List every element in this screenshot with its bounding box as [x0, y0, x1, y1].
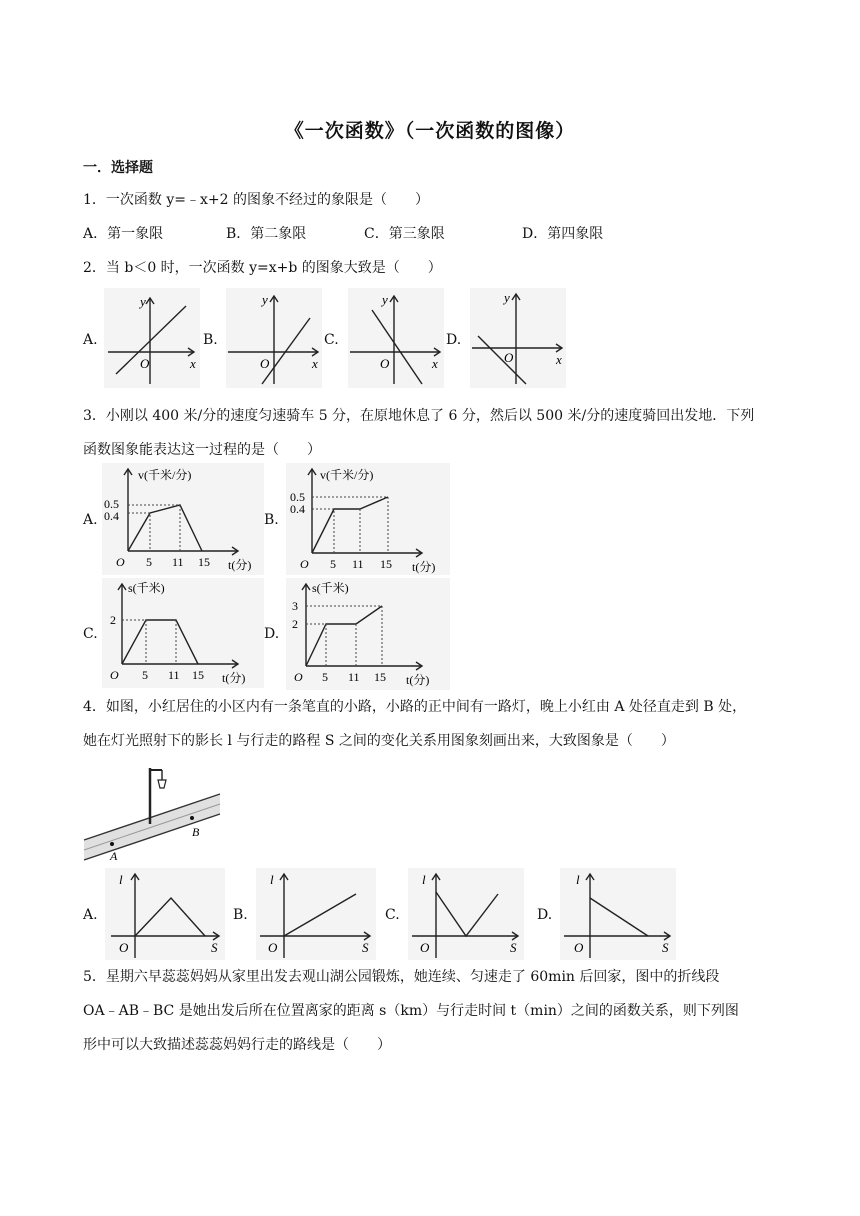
q4-option-c-label[interactable]: C. — [385, 907, 400, 923]
q3d-tick-15: 15 — [374, 670, 386, 684]
q1-option-c[interactable]: C．第三象限 — [364, 226, 445, 242]
q3a-tick-11: 11 — [172, 555, 184, 569]
q3-option-a-label[interactable]: A. — [83, 512, 98, 528]
question-3-line-1: 3．小刚以 400 米/分的速度匀速骑车 5 分，在原地休息了 6 分，然后以 500 米/分的速度骑回出发地．下列 — [83, 408, 755, 424]
question-1-text: 1．一次函数 y=﹣x+2 的图象不经过的象限是（ ） — [83, 192, 429, 208]
q2c-x-label: x — [432, 356, 438, 371]
q2-graph-d[interactable] — [470, 288, 566, 388]
q3d-tick-3: 3 — [292, 599, 298, 613]
q4-option-d-label[interactable]: D. — [537, 907, 553, 923]
q4b-y-label: l — [270, 872, 274, 887]
q2-graph-b[interactable] — [226, 288, 322, 388]
q3a-tick-05: 0.5 — [104, 497, 119, 511]
q2-graph-c[interactable] — [348, 288, 444, 388]
section-heading: 一．选择题 — [83, 160, 153, 176]
q2d-x-label: x — [556, 352, 562, 367]
question-4-line-2: 她在灯光照射下的影长 l 与行走的路程 S 之间的变化关系用图象刻画出来，大致图象是（ ） — [83, 733, 675, 749]
q4a-y-label: l — [119, 872, 123, 887]
question-5-line-1: 5．星期六早蕊蕊妈妈从家里出发去观山湖公园锻炼，她连续、匀速走了 60min 后回家，图中的折线段 — [83, 969, 720, 985]
q2-option-d-label[interactable]: D. — [446, 332, 462, 348]
q3c-x-label: t(分) — [222, 671, 246, 685]
q2-option-c-label[interactable]: C. — [324, 332, 339, 348]
question-5-line-2: OA﹣AB﹣BC 是她出发后所在位置离家的距离 s（km）与行走时间 t（min）之间的函数关系，则下列图 — [83, 1003, 739, 1019]
q4-graph-d[interactable] — [560, 868, 676, 960]
q3b-x-label: t(分) — [412, 560, 436, 574]
question-3-line-2: 函数图象能表达这一过程的是（ ） — [83, 442, 321, 458]
q3a-tick-5: 5 — [146, 555, 152, 569]
q2b-origin: O — [260, 356, 270, 371]
q3c-tick-11: 11 — [168, 668, 180, 682]
q3d-y-label: s(千米) — [312, 581, 349, 595]
q3d-tick-11: 11 — [348, 670, 360, 684]
q2-option-b-label[interactable]: B. — [203, 332, 218, 348]
q3-graph-a[interactable] — [102, 463, 264, 575]
q3c-tick-5: 5 — [142, 668, 148, 682]
q4c-origin: O — [420, 940, 430, 955]
q1-option-b[interactable]: B．第二象限 — [226, 226, 307, 242]
q4-graph-c[interactable] — [408, 868, 524, 960]
q4-option-b-label[interactable]: B. — [233, 907, 248, 923]
q4-point-a: A — [110, 849, 118, 862]
q3b-tick-05: 0.5 — [290, 490, 305, 504]
q4d-y-label: l — [576, 872, 580, 887]
q3-graph-b[interactable] — [286, 463, 450, 575]
q2c-y-label: y — [382, 292, 388, 307]
q3a-x-label: t(分) — [228, 558, 252, 572]
q1-option-a[interactable]: A．第一象限 — [83, 226, 164, 242]
q4d-origin: O — [574, 940, 584, 955]
q2-option-a-label[interactable]: A. — [83, 332, 98, 348]
q3d-x-label: t(分) — [406, 673, 430, 687]
q3c-origin: O — [110, 668, 119, 682]
q3c-y-label: s(千米) — [128, 581, 165, 595]
q3-graph-c[interactable] — [102, 578, 264, 688]
q3a-tick-15: 15 — [198, 555, 210, 569]
question-5-line-3: 形中可以大致描述蕊蕊妈妈行走的路线是（ ） — [83, 1037, 391, 1053]
q3-graph-d[interactable] — [286, 578, 450, 690]
q3d-tick-2: 2 — [292, 617, 298, 631]
q2a-y-label: y — [140, 294, 146, 309]
q2a-origin: O — [140, 356, 150, 371]
q2c-origin: O — [380, 356, 390, 371]
q3-option-b-label[interactable]: B. — [264, 512, 279, 528]
q4-point-b: B — [192, 825, 200, 839]
q2d-y-label: y — [504, 290, 510, 305]
q3b-tick-04: 0.4 — [290, 502, 305, 516]
q4a-x-label: S — [211, 940, 218, 955]
q3-option-c-label[interactable]: C. — [83, 626, 98, 642]
q4-graph-a[interactable] — [105, 868, 225, 960]
q3a-y-label: v(千米/分) — [138, 468, 192, 482]
q4-option-a-label[interactable]: A. — [83, 907, 98, 923]
q3b-origin: O — [300, 557, 309, 571]
q2a-x-label: x — [190, 356, 196, 371]
q3a-tick-04: 0.4 — [104, 509, 119, 523]
q4b-x-label: S — [362, 940, 369, 955]
q4c-y-label: l — [422, 872, 426, 887]
q4c-x-label: S — [510, 940, 517, 955]
page-title: 《一次函数》（一次函数的图像） — [284, 120, 576, 142]
q4-graph-b[interactable] — [256, 868, 376, 960]
q3a-origin: O — [116, 555, 125, 569]
q3b-tick-5: 5 — [330, 557, 336, 571]
q2b-y-label: y — [262, 292, 268, 307]
q2b-x-label: x — [312, 356, 318, 371]
q4b-origin: O — [268, 940, 278, 955]
q2d-origin: O — [504, 350, 514, 365]
question-4-line-1: 4．如图，小红居住的小区内有一条笔直的小路，小路的正中间有一路灯，晚上小红由 A 处径直走到 B 处， — [83, 699, 747, 715]
q3d-origin: O — [294, 670, 303, 684]
q4-street-lamp-figure — [82, 764, 224, 862]
q3c-tick-2: 2 — [110, 613, 116, 627]
q3c-tick-15: 15 — [192, 668, 204, 682]
question-2-text: 2．当 b＜0 时，一次函数 y=x+b 的图象大致是（ ） — [83, 260, 442, 276]
q1-option-d[interactable]: D．第四象限 — [522, 226, 604, 242]
q3d-tick-5: 5 — [322, 670, 328, 684]
q4a-origin: O — [119, 940, 129, 955]
q2-graph-a[interactable] — [104, 288, 200, 388]
q3b-y-label: v(千米/分) — [320, 468, 374, 482]
q3b-tick-11: 11 — [352, 557, 364, 571]
q4d-x-label: S — [662, 940, 669, 955]
q3-option-d-label[interactable]: D. — [264, 626, 280, 642]
q3b-tick-15: 15 — [380, 557, 392, 571]
